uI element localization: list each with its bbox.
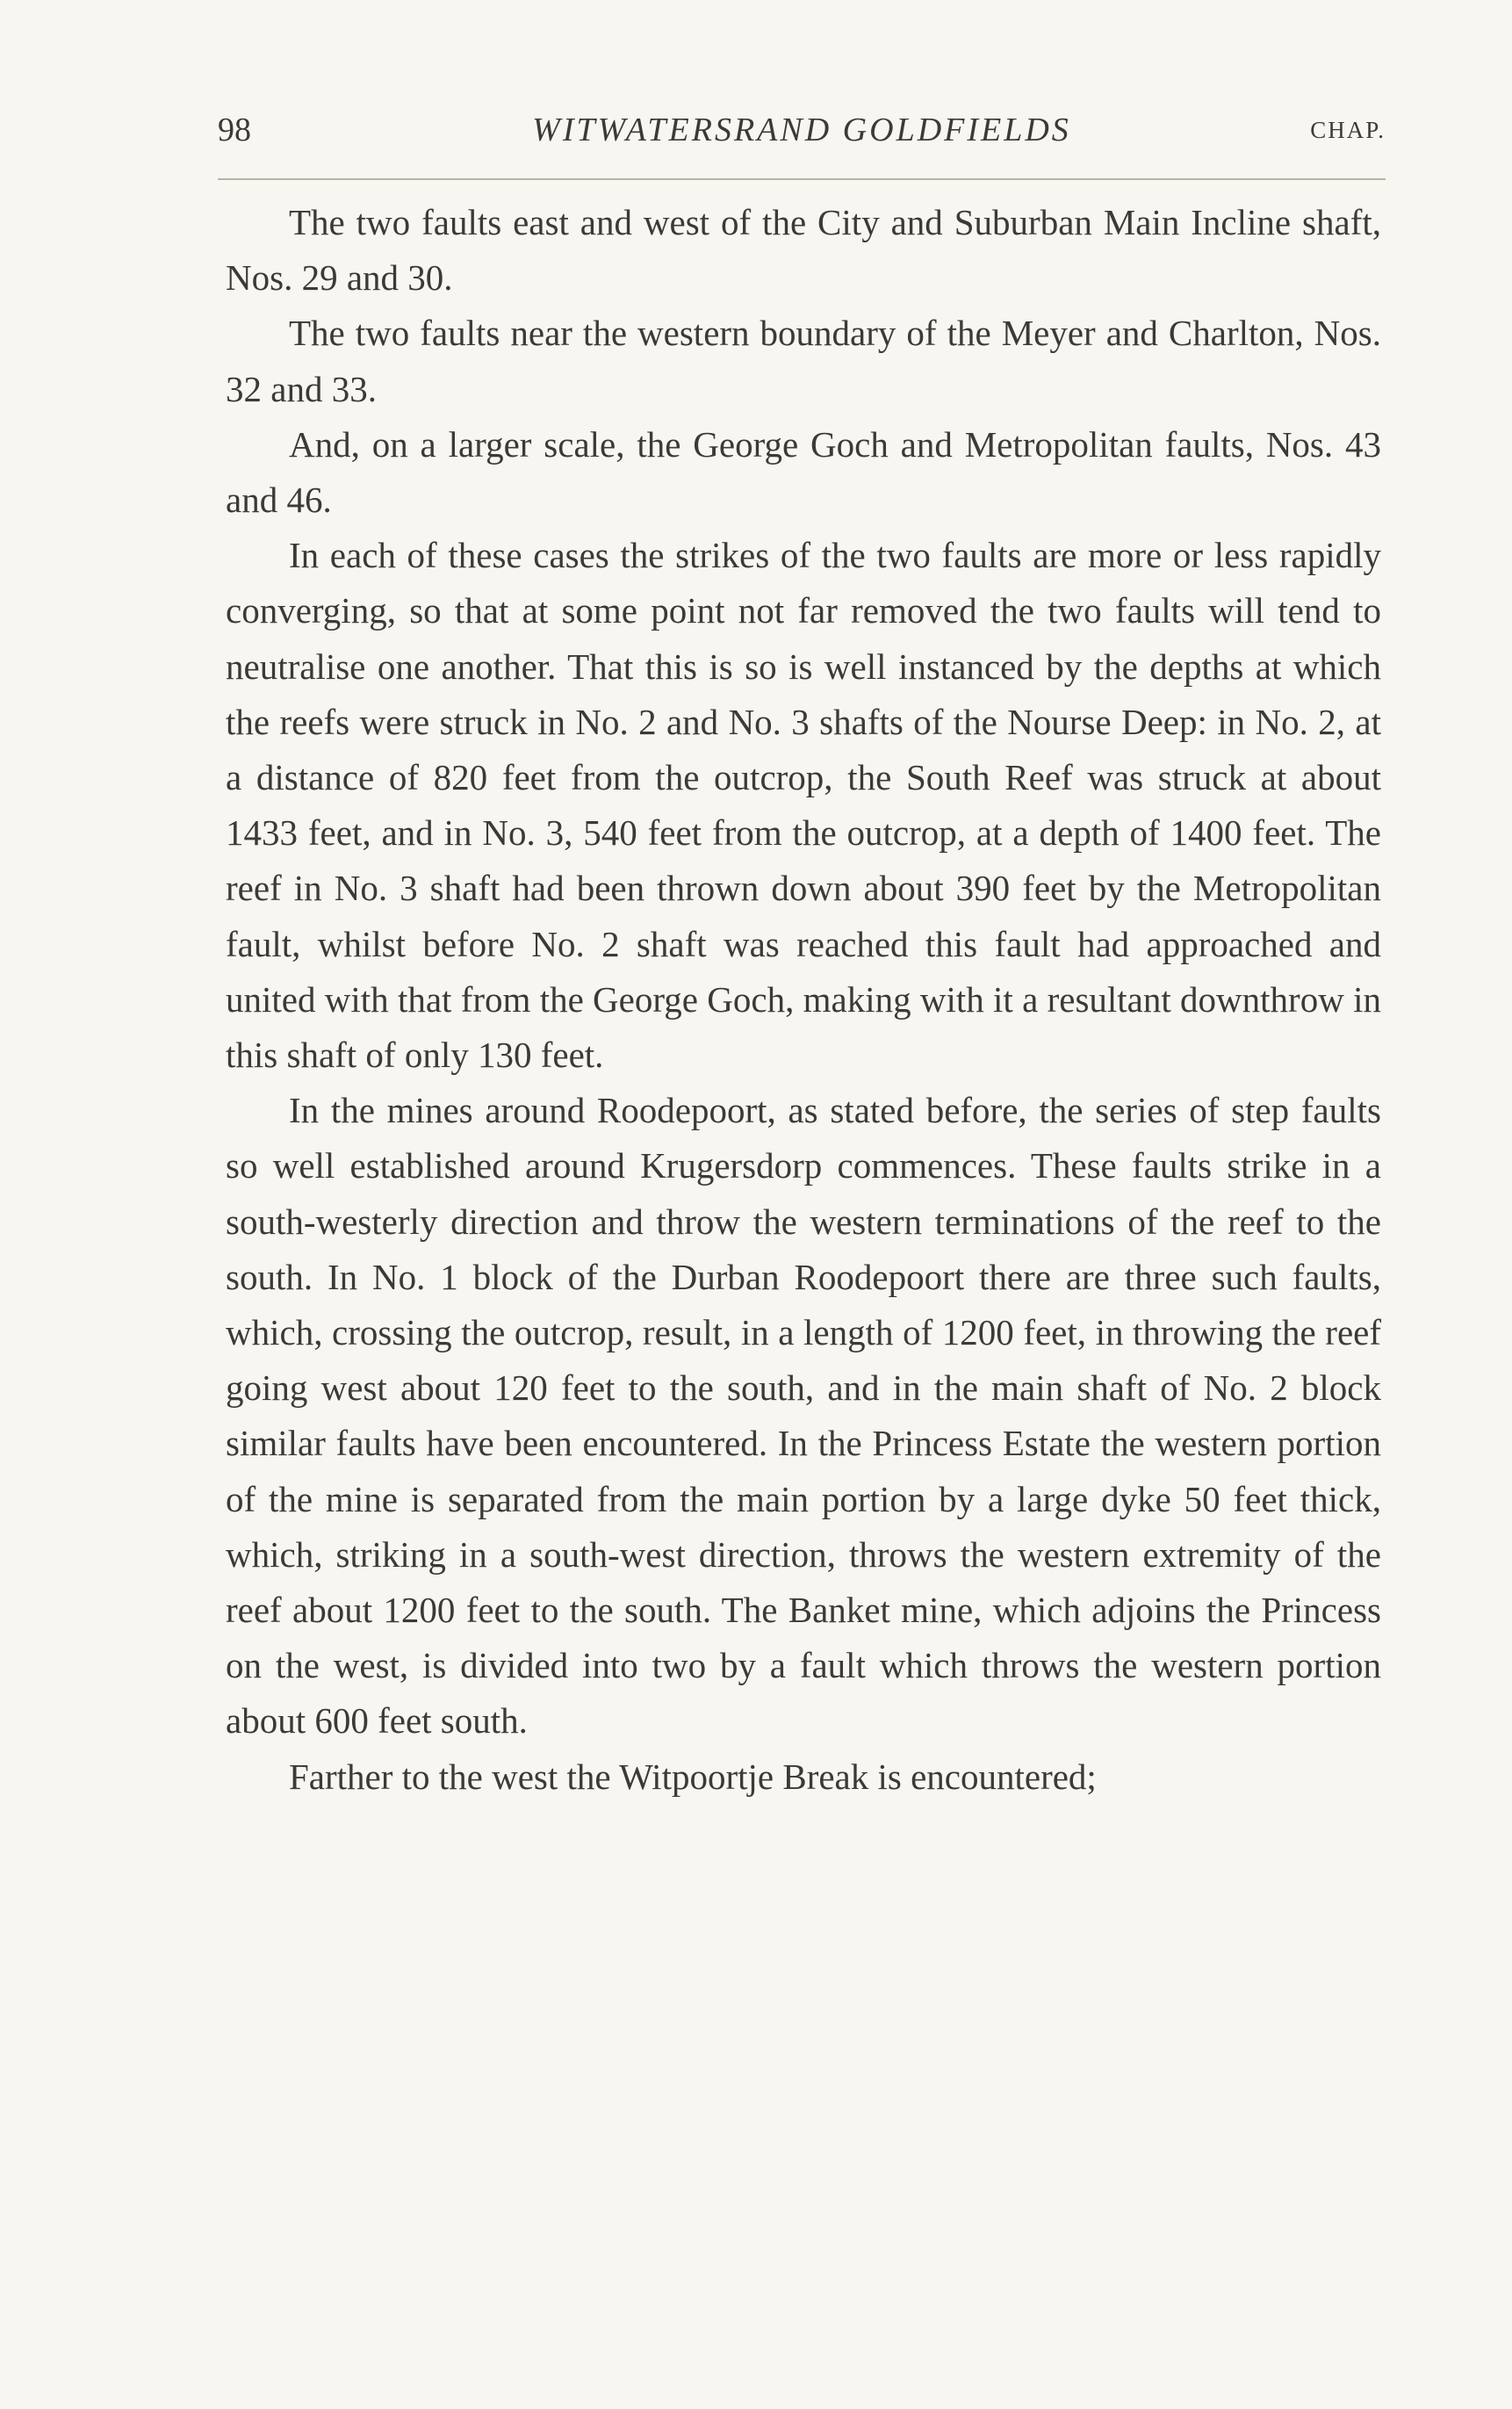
paragraph: Farther to the west the Witpoortje Break is encountered; [289,1756,1097,1797]
paragraph: In each of these cases the strikes of the two faults are more or less rapidly converging, so that at some point not far removed the two faults will tend to neutralise one another. That this is so is well instanced by the depths at which the reefs were struck in No. 2 and No. 3 shafts of the Nourse Deep: in No. 2, at a distance of 820 feet from the outcrop, the South Reef was struck at about 1433 feet, and in No. 3, 540 feet from the outcrop, at a depth of 1400 feet. The reef in No. 3 shaft had been thrown down about 390 feet by the Metropolitan fault, whilst before No. 2 shaft was reached this fault had approached and united with that from the George Goch, making with it a resultant downthrow in this shaft of only 130 feet. [226,535,1381,1076]
running-title: WITWATERSRAND GOLDFIELDS [532,112,1071,148]
paragraph: The two faults east and west of the City and Suburban Main Incline shaft, Nos. 29 and 30. [226,202,1381,299]
paragraph: In the mines around Roodepoort, as stated before, the series of step faults so well established around Krugersdorp commences. These faults strike in a south-westerly direction and throw the western terminations of the reef to the south. In No. 1 block of the Durban Roodepoort there are three such faults, which, crossing the outcrop, result, in a length of 1200 feet, in throwing the reef going west about 120 feet to the south, and in the main shaft of No. 2 block similar faults have been encountered. In the Princess Estate the western portion of the mine is separated from the main portion by a large dyke 50 feet thick, which, striking in a south-west direction, throws the western extremity of the reef about 1200 feet to the south. The Banket mine, which adjoins the Princess on the west, is divided into two by a fault which throws the western portion about 600 feet south. [226,1090,1381,1742]
paragraph: The two faults near the western boundary of the Meyer and Charlton, Nos. 32 and 33. [226,313,1381,409]
page-header [218,104,1386,156]
paragraph: And, on a larger scale, the George Goch and Metropolitan faults, Nos. 43 and 46. [226,423,1381,521]
page-number: 98 [218,112,251,148]
chapter-label: CHAP. [1310,117,1386,143]
header-rule [218,178,1386,180]
body-text [226,195,1381,1805]
